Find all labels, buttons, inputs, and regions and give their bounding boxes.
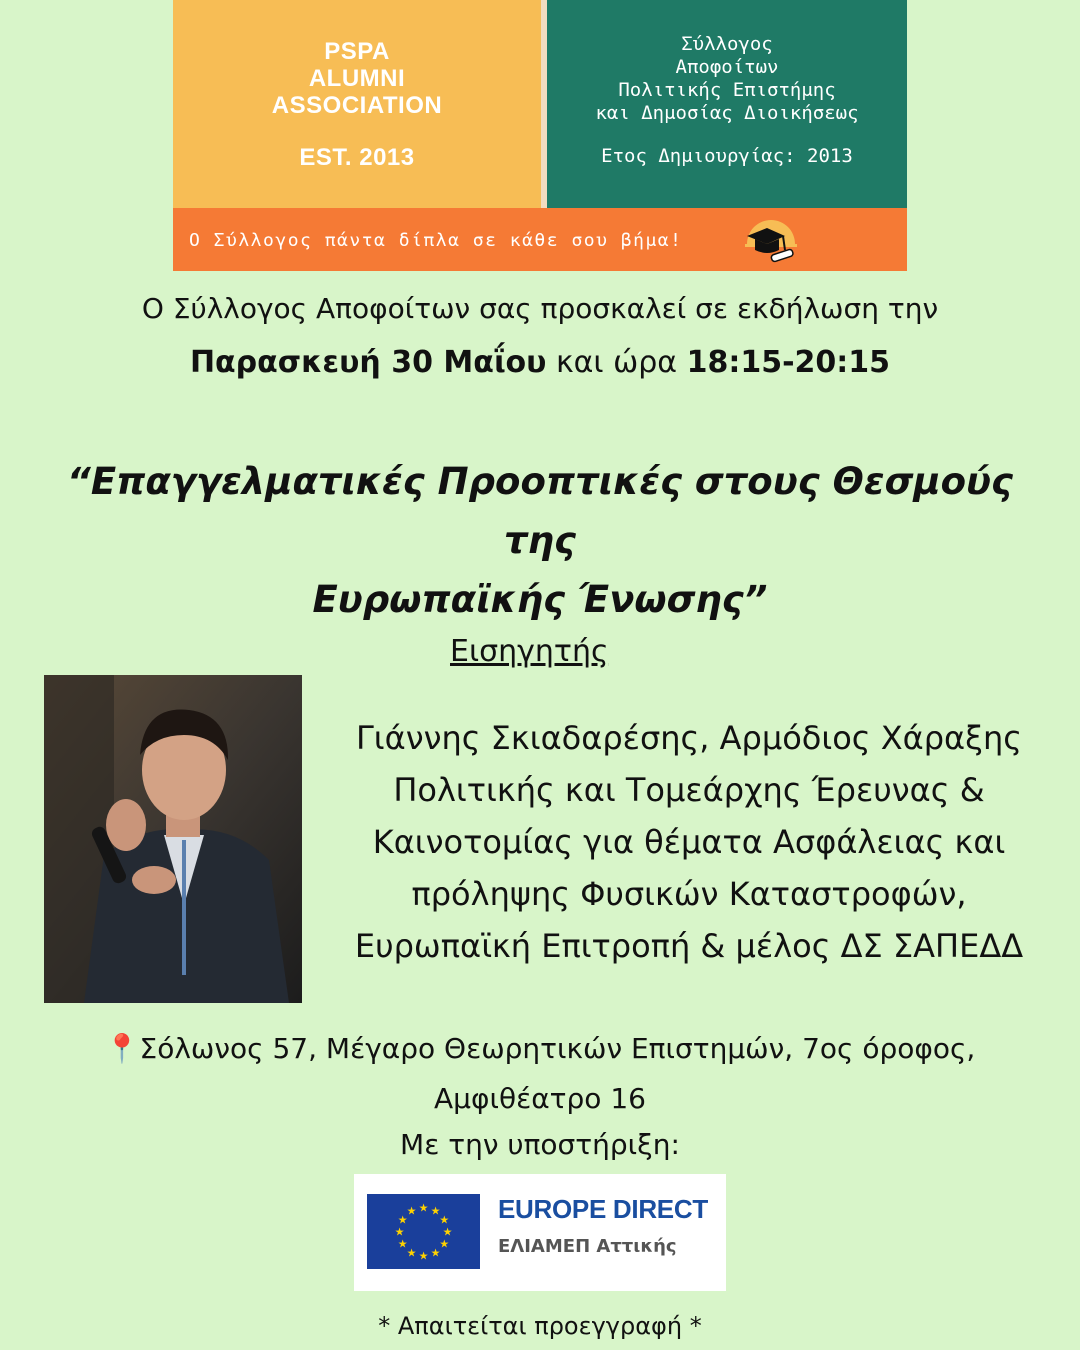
eu-star-icon: ★: [430, 1246, 441, 1260]
location-room: Αμφιθέατρο 16: [434, 1082, 646, 1115]
association-name-line: PSPA: [324, 38, 390, 65]
association-logo-panel: [173, 0, 541, 208]
event-time: 18:15-20:15: [686, 345, 891, 380]
eu-star-icon: ★: [439, 1237, 450, 1251]
event-datetime: [0, 345, 1080, 380]
established-year-gr: Ετος Δημιουργίας: 2013: [601, 145, 853, 167]
speaker-bio-line: πρόληψης Φυσικών Καταστροφών,: [411, 875, 967, 913]
association-name-gr-line: Πολιτικής Επιστήμης: [618, 79, 836, 101]
association-name-gr-line: Αποφοίτων: [675, 56, 779, 78]
event-title-line: Ευρωπαϊκής Ένωσης”: [312, 578, 768, 621]
eu-star-icon: ★: [430, 1204, 441, 1218]
established-year-en: EST. 2013: [299, 144, 415, 171]
speaker-photo: [44, 675, 302, 1003]
eu-star-icon: ★: [397, 1213, 408, 1227]
speaker-bio-line: Καινοτομίας για θέματα Ασφάλειας και: [372, 823, 1006, 861]
time-prefix: και ώρα: [555, 345, 678, 380]
header-banner: [173, 0, 907, 271]
partner-name: EUROPE DIRECT: [498, 1194, 708, 1224]
partner-subtitle: ΕΛΙΑΜΕΠ Αττικής: [498, 1236, 677, 1257]
eu-star-icon: ★: [418, 1249, 429, 1263]
event-location: [40, 1024, 1040, 1124]
speaker-heading: Εισηγητής: [450, 634, 609, 669]
eu-star-icon: ★: [397, 1237, 408, 1251]
event-date: Παρασκευή 30 Μαΐου: [189, 345, 547, 380]
association-greek-panel: [547, 0, 907, 208]
motto-text: Ο Σύλλογος πάντα δίπλα σε κάθε σου βήμα!: [189, 230, 683, 251]
association-name-line: ASSOCIATION: [271, 92, 443, 119]
event-title-line: “Επαγγελματικές Προοπτικές στους Θεσμούς της: [67, 460, 1013, 562]
association-name-gr-line: και Δημοσίας Διοικήσεως: [595, 102, 859, 124]
eu-star-icon: ★: [439, 1213, 450, 1227]
support-label: Με την υποστήριξη:: [400, 1128, 680, 1161]
europe-direct-logo: [354, 1174, 726, 1291]
speaker-bio-line: Γιάννης Σκιαδαρέσης, Αρμόδιος Χάραξης: [355, 719, 1023, 757]
speaker-bio-line: Ευρωπαϊκή Επιτροπή & μέλος ΔΣ ΣΑΠΕΔΔ: [354, 927, 1024, 965]
invitation-line: Ο Σύλλογος Αποφοίτων σας προσκαλεί σε εκδήλωση την: [141, 292, 939, 325]
association-name-en: [173, 38, 541, 119]
eu-flag-icon: [367, 1194, 480, 1269]
association-name-gr-line: Σύλλογος: [681, 33, 773, 55]
location-address: Σόλωνος 57, Μέγαρο Θεωρητικών Επιστημών, 7ος όροφος,: [139, 1032, 976, 1065]
eu-star-icon: ★: [442, 1225, 453, 1239]
eu-star-icon: ★: [394, 1225, 405, 1239]
motto-strip: [173, 208, 907, 271]
eu-star-icon: ★: [406, 1246, 417, 1260]
eu-star-icon: ★: [406, 1204, 417, 1218]
association-name-line: ALUMNI: [308, 65, 406, 92]
speaker-bio: [316, 712, 1062, 972]
graduation-cap-icon: [741, 214, 801, 266]
pin-icon: 📍: [104, 1032, 140, 1065]
association-name-gr: [547, 33, 907, 125]
speaker-bio-line: Πολιτικής και Τομεάρχης Έρευνας &: [393, 771, 985, 809]
registration-note: * Απαιτείται προεγγραφή *: [378, 1312, 702, 1340]
eu-star-icon: ★: [418, 1201, 429, 1215]
event-title: [30, 452, 1050, 629]
